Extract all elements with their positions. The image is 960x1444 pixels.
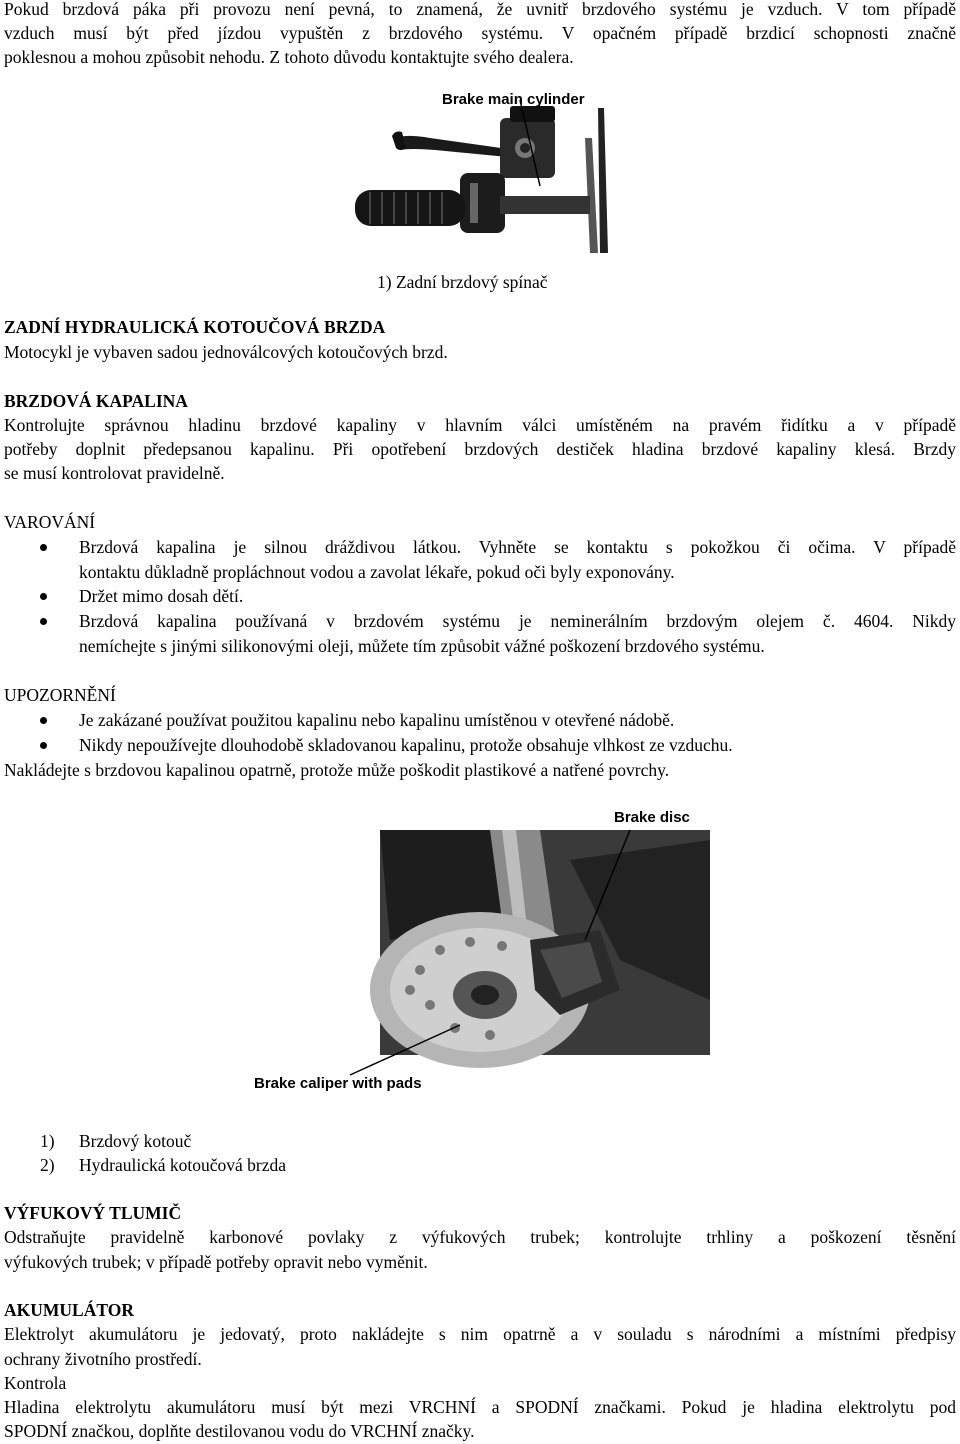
bullet-icon — [40, 717, 47, 724]
warning-bullet-1-line-1: Brzdová kapalina je silnou dráždivou látkou. Vyhněte se kontaktu s pokožkou či očima. V případě — [79, 537, 956, 557]
warning-bullet-2: Držet mimo dosah dětí. — [79, 586, 244, 606]
intro-line-3: poklesnou a mohou způsobit nehodu. Z tohoto důvodu kontaktujte svého dealera. — [4, 47, 574, 67]
brake-disc-label: Brake disc — [614, 809, 690, 826]
intro-line-1: Pokud brzdová páka při provozu není pevná, to znamená, že uvnitř brzdového systému je vzduch. V tom případě — [4, 0, 956, 19]
rear-brake-heading: ZADNÍ HYDRAULICKÁ KOTOUČOVÁ BRZDA — [4, 317, 386, 337]
warning-heading: VAROVÁNÍ — [4, 512, 96, 532]
brake-fluid-line-1: Kontrolujte správnou hladinu brzdové kapaliny v hlavním válci umístěném na pravém řidítku a v případě — [4, 415, 956, 435]
battery-line-1: Elektrolyt akumulátoru je jedovatý, proto nakládejte s nim opatrně a v souladu s národními a místními předpisy — [4, 1324, 956, 1344]
list-item-text: Hydraulická kotoučová brzda — [79, 1155, 287, 1175]
list-item-number: 2) — [40, 1155, 55, 1175]
bullet-icon — [40, 618, 47, 625]
list-item-text: Brzdový kotouč — [79, 1131, 192, 1151]
figure1-caption: 1) Zadní brzdový spínač — [377, 272, 548, 292]
brake-fluid-line-3: se musí kontrolovat pravidelně. — [4, 463, 225, 483]
brake-fluid-heading: BRZDOVÁ KAPALINA — [4, 391, 188, 411]
intro-line-2: vzduch musí být před jízdou vypuštěn z brzdového systému. V opačném případě brzdicí schopnosti značně — [4, 23, 956, 43]
muffler-heading: VÝFUKOVÝ TLUMIČ — [4, 1203, 182, 1223]
brake-disc-photo — [240, 800, 720, 1100]
caution-heading: UPOZORNĚNÍ — [4, 685, 116, 705]
warning-bullet-1-line-2: kontaktu důkladně propláchnout vodou a zavolat lékaře, pokud oči byly exponovány. — [79, 562, 675, 582]
brake-main-cylinder-label: Brake main cylinder — [442, 91, 585, 108]
list-item-number: 1) — [40, 1131, 55, 1151]
brake-fluid-line-2: potřeby doplnit předepsanou kapalinu. Při opotřebení brzdových destiček hladina brzdové kapaliny klesá. Brzdy — [4, 439, 956, 459]
brake-caliper-label: Brake caliper with pads — [254, 1075, 422, 1092]
battery-line-4: SPODNÍ značkou, doplňte destilovanou vodu do VRCHNÍ značky. — [4, 1421, 475, 1441]
battery-heading: AKUMULÁTOR — [4, 1300, 134, 1320]
battery-line-2: ochrany životního prostředí. — [4, 1349, 202, 1369]
bullet-icon — [40, 544, 47, 551]
rear-brake-text: Motocykl je vybaven sadou jednoválcových kotoučových brzd. — [4, 342, 448, 362]
warning-bullet-3-line-2: nemíchejte s jinými silikonovými oleji, můžete tím způsobit vážné poškození brzdového systému. — [79, 636, 765, 656]
warning-bullet-3-line-1: Brzdová kapalina používaná v brzdovém systému je neminerálním brzdovým olejem č. 4604. Nikdy — [79, 611, 956, 631]
muffler-line-2: výfukových trubek; v případě potřeby opravit nebo vyměnit. — [4, 1252, 428, 1272]
caution-bullet-2: Nikdy nepoužívejte dlouhodobě skladovanou kapalinu, protože obsahuje vlhkost ze vzduchu. — [79, 735, 733, 755]
battery-line-3: Hladina elektrolytu akumulátoru musí být mezi VRCHNÍ a SPODNÍ značkami. Pokud je hladina elektrolytu pod — [4, 1397, 956, 1417]
bullet-icon — [40, 593, 47, 600]
bullet-icon — [40, 742, 47, 749]
caution-after: Nakládejte s brzdovou kapalinou opatrně, protože může poškodit plastikové a natřené povrchy. — [4, 760, 670, 780]
caution-bullet-1: Je zakázané používat použitou kapalinu nebo kapalinu umístěnou v otevřené nádobě. — [79, 710, 675, 730]
battery-subheading: Kontrola — [4, 1373, 67, 1393]
muffler-line-1: Odstraňujte pravidelně karbonové povlaky z výfukových trubek; kontrolujte trhliny a poškození těsnění — [4, 1227, 956, 1247]
